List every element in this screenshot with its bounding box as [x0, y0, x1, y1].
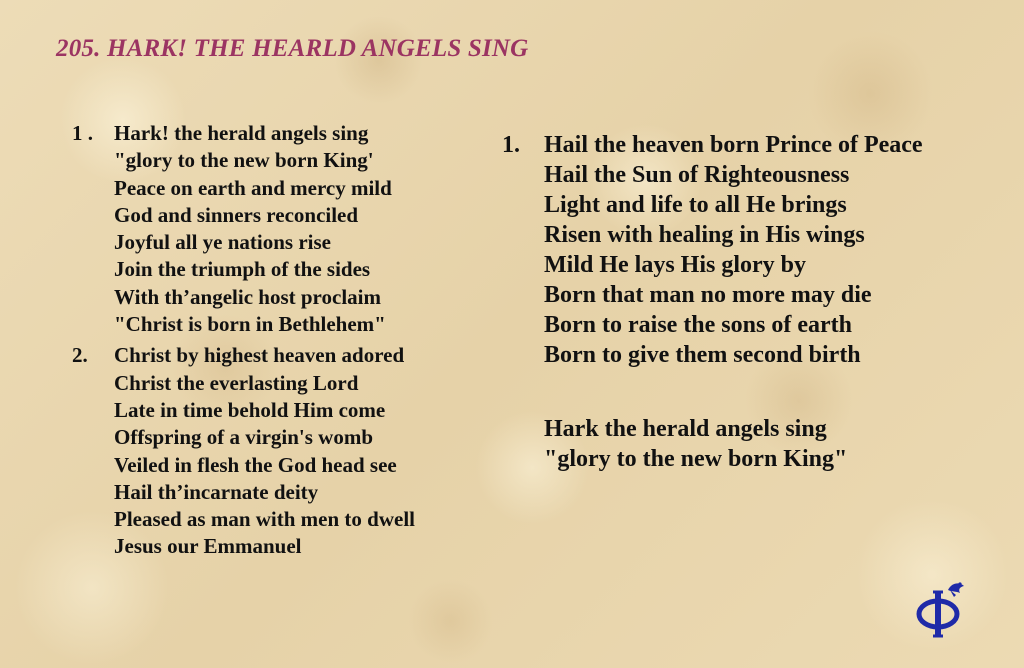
verse-line: Mild He lays His glory by [544, 252, 807, 278]
verse-line: Hark! the herald angels sing [114, 121, 369, 145]
verse-line: Christ by highest heaven adored [114, 343, 405, 368]
left-column [72, 120, 415, 561]
verse-line: Veiled in flesh the God head see [114, 452, 397, 477]
refrain-line: "glory to the new born King" [544, 446, 848, 472]
verse-lines [544, 130, 923, 370]
verse-lines [114, 120, 392, 338]
verse-line: God and sinners reconciled [114, 202, 359, 227]
phi-logo-icon [914, 578, 970, 640]
verse-line: Born to raise the sons of earth [544, 312, 852, 338]
verse-line: With th’angelic host proclaim [114, 284, 381, 309]
verse-line: Risen with healing in His wings [544, 222, 865, 248]
refrain [544, 414, 923, 474]
verse-line: Joyful all ye nations rise [114, 230, 332, 255]
verse-number: 1. [502, 132, 520, 158]
verse-line: Hail the heaven born Prince of Peace [544, 132, 923, 158]
verse-line: Hail th’incarnate deity [114, 479, 319, 504]
verse-line: Peace on earth and mercy mild [114, 175, 392, 200]
verse-1 [72, 120, 415, 338]
verse-number: 1 . [72, 121, 93, 145]
verse-number: 2. [72, 343, 88, 368]
verse-line: Join the triumph of the sides [114, 257, 371, 282]
verse-line: Christ the everlasting Lord [114, 370, 359, 395]
page-title: 205. HARK! THE HEARLD ANGELS SING [56, 35, 529, 62]
right-column [502, 130, 923, 474]
verse-line: Pleased as man with men to dwell [114, 507, 415, 532]
verse-line: "glory to the new born King' [114, 148, 374, 173]
verse-3 [502, 130, 923, 370]
verse-line: Late in time behold Him come [114, 397, 386, 422]
verse-line: Born that man no more may die [544, 282, 872, 308]
verse-line: Born to give them second birth [544, 342, 861, 368]
refrain-line: Hark the herald angels sing [544, 416, 827, 442]
verse-line: "Christ is born in Bethlehem" [114, 312, 386, 337]
verse-line: Hail the Sun of Righteousness [544, 162, 850, 188]
verse-2 [72, 342, 415, 560]
verse-line: Light and life to all He brings [544, 192, 847, 218]
verse-line: Jesus our Emmanuel [114, 534, 302, 559]
verse-lines [114, 342, 415, 560]
verse-line: Offspring of a virgin's womb [114, 425, 374, 450]
